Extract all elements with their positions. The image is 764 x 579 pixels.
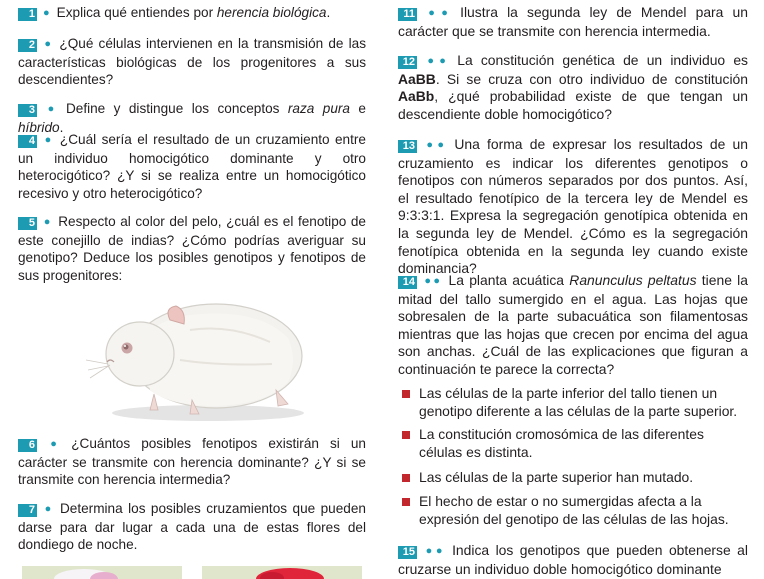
difficulty-dots: ● [43,103,60,115]
square-bullet-icon [402,498,410,506]
question-text: Determina los posibles cruzamientos que pueden darse para dar lugar a cada una de estas flores del dondiego de noche. [18,501,366,553]
question-number-badge: 1 [18,8,37,21]
difficulty-dots: ● [43,38,54,50]
square-bullet-icon [402,390,410,398]
difficulty-dots: ● [43,503,54,515]
species-name: Ranunculus peltatus [569,272,697,288]
option-text: Las células de la parte inferior del tallo tienen un genotipo diferente a las células de la parte superior. [419,385,738,419]
difficulty-dots: ●● [423,55,452,67]
option-text: El hecho de estar o no sumergidas afecta a la expresión del genotipo de las células de las hojas. [419,493,729,527]
question-number-badge: 5 [18,217,37,230]
question-text: Respecto al color del pelo, ¿cuál es el fenotipo de este conejillo de indias? ¿Cómo podrías averiguar su genotipo? Deduce los posibles genotipos y fenotipos de sus progenitores: [18,214,366,283]
difficulty-dots: ● [43,438,66,450]
genotype-aabb-2: AaBb [398,88,435,105]
guinea-pig-illustration [80,290,312,425]
option-item [398,493,748,528]
question-number-badge: 12 [398,56,417,69]
question-6 [18,435,366,489]
question-7 [18,500,366,554]
question-text: La planta acuática [448,272,570,288]
question-number-badge: 3 [18,104,37,117]
difficulty-dots: ● [43,134,54,146]
question-text: Indica los genotipos que pueden obtenerse al cruzarse un individuo doble homocigótico dominante [398,542,748,577]
option-text: Las células de la parte superior han mutado. [419,469,694,485]
difficulty-dots: ●● [423,275,443,287]
question-number-badge: 15 [398,546,417,559]
question-13 [398,136,748,278]
question-emphasis: herencia biológica [216,5,327,20]
question-2 [18,35,366,89]
red-flower-photo [202,566,362,579]
question-4 [18,131,366,202]
question-text: ¿Cuál sería el resultado de un cruzamiento entre un individuo homocigótico dominante y otro heterocigótico? ¿Y si se realiza entre un homocigótico recesivo y otro heterocigótico? [18,132,366,201]
question-15 [398,542,748,578]
question-14: 14 ●● La planta acuática Ranunculus peltatus tiene la mitad del tallo sumergido en el agua. Las hojas que sobresalen de la parte subacuática son filamentosas mientras que las hojas que crecen por encima del agua son anchas. ¿Cuál de las explicaciones que figuran a continuación te parece la correcta? [398,272,748,377]
question-number-badge: 6 [18,439,37,452]
question-number-badge: 7 [18,504,37,517]
question-12: 12 ●● La constitución genética de un individuo es AaBB. Si se cruza con otro individuo de constitución AaBb, ¿qué probabilidad existe de que tengan un descendiente doble homocigótico? [398,52,748,122]
difficulty-dots: ● [43,7,51,19]
square-bullet-icon [402,431,410,439]
difficulty-dots: ●● [423,139,449,151]
question-3: 3 ● Define y distingue los conceptos raza pura e híbrido. [18,101,366,135]
question-number-badge: 14 [398,276,417,289]
question-text: La constitución genética de un individuo es [457,52,748,68]
option-text: La constitución cromosómica de las diferentes células es distinta. [419,426,704,460]
question-text: Define y distingue los conceptos [65,101,288,116]
option-item [398,385,748,420]
difficulty-dots: ● [43,216,53,228]
question-number-badge: 2 [18,39,37,52]
genotype-aabb: AaBB [398,70,436,87]
question-number-badge: 11 [398,8,417,21]
option-item [398,469,748,487]
difficulty-dots: ●● [423,7,455,19]
question-11 [398,4,748,40]
question-1: 1 ● Explica qué entiendes por herencia biológica. [18,4,366,23]
question-number-badge: 13 [398,140,417,153]
question-text: ¿Qué células intervienen en la transmisión de las características biológicas de los progenitores a sus descendientes? [18,36,366,88]
question-text: Explica qué entiendes por [56,5,217,20]
difficulty-dots: ●● [423,545,447,557]
square-bullet-icon [402,474,410,482]
question-text: Ilustra la segunda ley de Mendel para un carácter que se transmite con herencia intermedia. [398,4,748,39]
white-flower-photo [22,566,182,579]
question-number-badge: 4 [18,135,37,148]
question-text: ¿Cuántos posibles fenotipos existirán si un carácter se transmite con herencia dominante? ¿Y si se transmite con herencia intermedia? [18,436,366,488]
option-item [398,426,748,461]
question-5 [18,213,366,284]
question-text: Una forma de expresar los resultados de un cruzamiento es indicar los diferentes genotipos o fenotipos con números separados por dos puntos. Así, el resultado fenotípico de la tercera ley de Mendel es 9:3:3:1. Expresa la segregación genotípica obtenida en la segunda ley de Mendel. ¿Cómo es la segregación fenotípica obtenida en la segunda ley cuando existe dominancia? [398,136,748,277]
